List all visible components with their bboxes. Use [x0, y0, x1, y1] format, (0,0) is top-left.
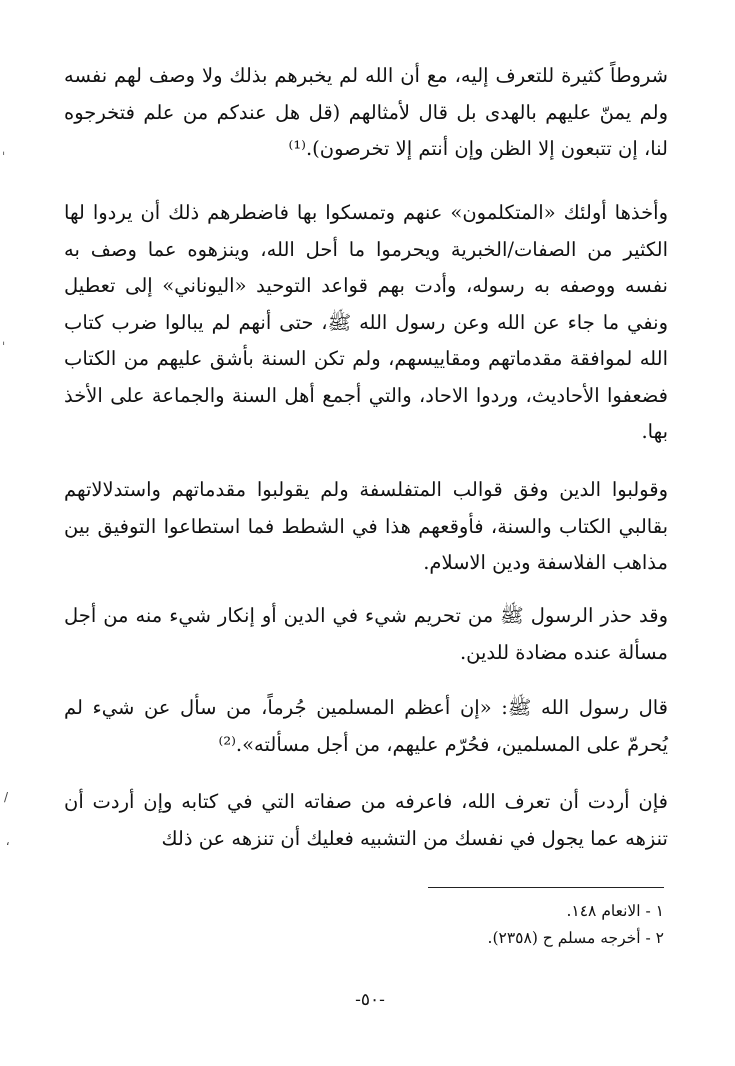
paragraph-text: وقد حذر الرسول ﷺ من تحريم شيء في الدين أو إنكار شيء منه من أجل مسألة عنده مضادة للدين. [64, 604, 668, 664]
margin-tick-mark: / [4, 790, 9, 804]
paragraph-text: قال رسول الله ﷺ: «إن أعظم المسلمين جُرماً، من سأل عن شيء لم يُحرمّ على المسلمين، فحُرّم عليهم، من أجل مسألته».⁽²⁾ [64, 696, 668, 756]
paragraph-4 [64, 598, 668, 671]
margin-tick-mark: ʻ [6, 840, 10, 854]
paragraph-5 [64, 690, 668, 763]
paragraph-text: وأخذها أولئك «المتكلمون» عنهم وتمسكوا بها فاضطرهم ذلك أن يردوا لها الكثير من الصفات/الخبرية ويحرموا ما أحل الله، وينزهوه عما وصف به نفسه ووصفه به رسوله، وأدت بهم قواعد التوحيد «اليوناني» إلى تعطيل ونفي ما جاء عن الله وعن رسول الله ﷺ، حتى أنهم لم يبالوا ضرب كتاب الله لموافقة مقدماتهم ومقاييسهم، ولم تكن السنة بأشق عليهم من الكتاب فضعفوا الأحاديث، وردوا الاحاد، والتي أجمع أهل السنة والجماعة على الأخذ بها. [64, 201, 668, 443]
footnote-2: ٢ - أخرجه مسلم ح (٢٣٥٨). [487, 929, 664, 947]
paragraph-text: شروطاً كثيرة للتعرف إليه، مع أن الله لم يخبرهم بذلك ولا وصف لهم نفسه ولم يمنّ عليهم بالهدى بل قال لأمثالهم (قل هل عندكم من علم فتخرجوه لنا، إن تتبعون إلا الظن وإن أنتم إلا تخرصون).⁽¹⁾ [64, 64, 668, 160]
footnote-1: ١ - الانعام ١٤٨. [566, 902, 664, 920]
footnotes [300, 898, 664, 952]
paragraph-3 [64, 472, 668, 582]
paragraph-1 [64, 58, 668, 168]
footnote-separator [428, 887, 664, 888]
paragraph-6 [64, 784, 668, 857]
margin-tick-mark: ˈ [2, 340, 6, 354]
paragraph-text: فإن أردت أن تعرف الله، فاعرفه من صفاته التي في كتابه وإن أردت أن تنزهه عما يجول في نفسك من التشبيه فعليك أن تنزهه عن ذلك [64, 790, 668, 850]
paragraph-text: وقولبوا الدين وفق قوالب المتفلسفة ولم يقولبوا مقدماتهم واستدلالاتهم بقالبي الكتاب والسنة، فأوقعهم هذا في الشطط فما استطاعوا التوفيق بين مذاهب الفلاسفة ودين الاسلام. [64, 478, 668, 574]
paragraph-2 [64, 195, 668, 451]
page-number: -٥٠- [355, 990, 385, 1010]
margin-tick-mark: ˈ [2, 150, 6, 164]
